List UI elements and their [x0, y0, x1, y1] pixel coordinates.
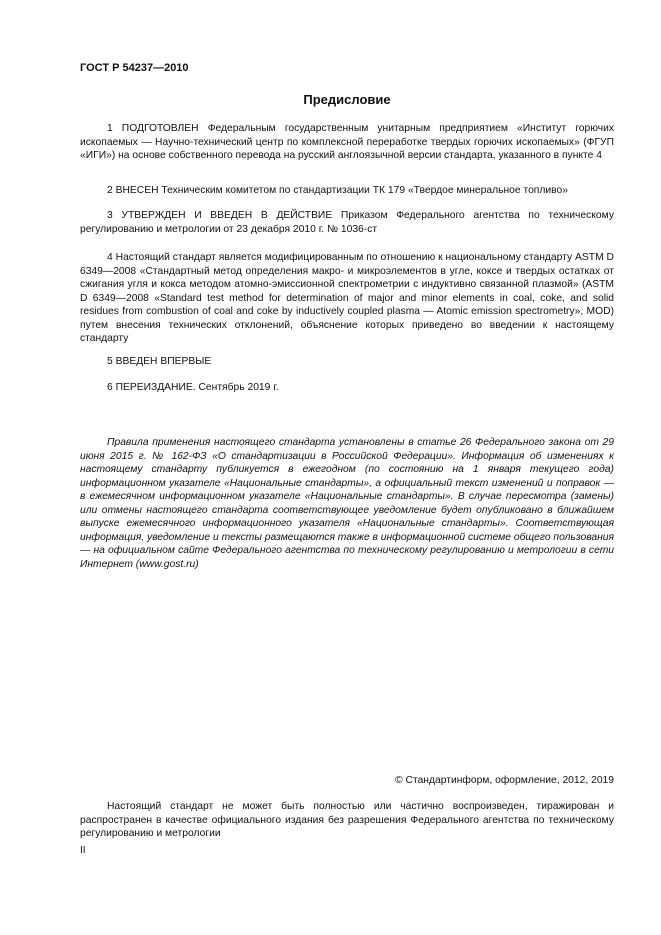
paragraph-4: 4 Настоящий стандарт является модифицированным по отношению к национальному стандарту ASTM D 6349—2008 «Стандартный метод определения макро- и микроэлементов в угле, коксе и твердых остатках от сжигания угля и кокса методом атомно-эмиссионной спектрометрии с индуктивно связанной плазмой» (ASTM D 6349—2008 «Standard test method for determination of major and minor elements in coal, coke, and solid residues from combustion of coal and coke by inductively coupled plasma — Atomic emission spectrometry», MOD) путем внесения технических отклонений, объяснение которых приведено во введении к настоящему стандарту: [80, 252, 614, 344]
paragraph-5: 5 ВВЕДЕН ВПЕРВЫЕ: [107, 356, 212, 367]
copyright-line: © Стандартинформ, оформление, 2012, 2019: [395, 775, 614, 786]
section-title: Предисловие: [303, 92, 391, 107]
paragraph-1: 1 ПОДГОТОВЛЕН Федеральным государственным унитарным предприятием «Институт горючих ископаемых — Научно-технический центр по комплексной переработке твердых горючих ископаемых» (ФГУП «ИГИ») на основе собственного перевода на русский англоязычной версии стандарта, указанного в пункте 4: [80, 123, 614, 161]
rules-notice: Правила применения настоящего стандарта установлены в статье 26 Федерального закона от 29 июня 2015 г. № 162-ФЗ «О стандартизации в Российской Федерации». Информация об изменениях к настоящему стандарту публикуется в ежегодном (по состоянию на 1 января текущего года) информационном указателе «Национальные стандарты», а официальный текст изменений и поправок — в ежемесячном информационном указателе «Национальные стандарты». В случае пересмотра (замены) или отмены настоящего стандарта соответствующее уведомление будет опубликовано в ближайшем выпуске ежемесячного информационного указателя «Национальные стандарты». Соответствующая информация, уведомление и тексты размещаются также в информационной системе общего пользования — на официальном сайте Федерального агентства по техническому регулированию и метрологии в сети Интернет (www.gost.ru): [80, 437, 614, 570]
page-number: II: [80, 845, 86, 856]
reproduction-notice: Настоящий стандарт не может быть полностью или частично воспроизведен, тиражирован и распространен в качестве официального издания без разрешения Федерального агентства по техническому регулированию и метрологии: [80, 801, 614, 839]
document-code: ГОСТ Р 54237—2010: [80, 62, 189, 74]
paragraph-6: 6 ПЕРЕИЗДАНИЕ. Сентябрь 2019 г.: [107, 382, 279, 393]
paragraph-3: 3 УТВЕРЖДЕН И ВВЕДЕН В ДЕЙСТВИЕ Приказом Федерального агентства по техническому регулированию и метрологии от 23 декабря 2010 г. № 1036-ст: [80, 210, 614, 235]
paragraph-2: 2 ВНЕСЕН Техническим комитетом по стандартизации ТК 179 «Твердое минеральное топливо»: [107, 185, 568, 196]
